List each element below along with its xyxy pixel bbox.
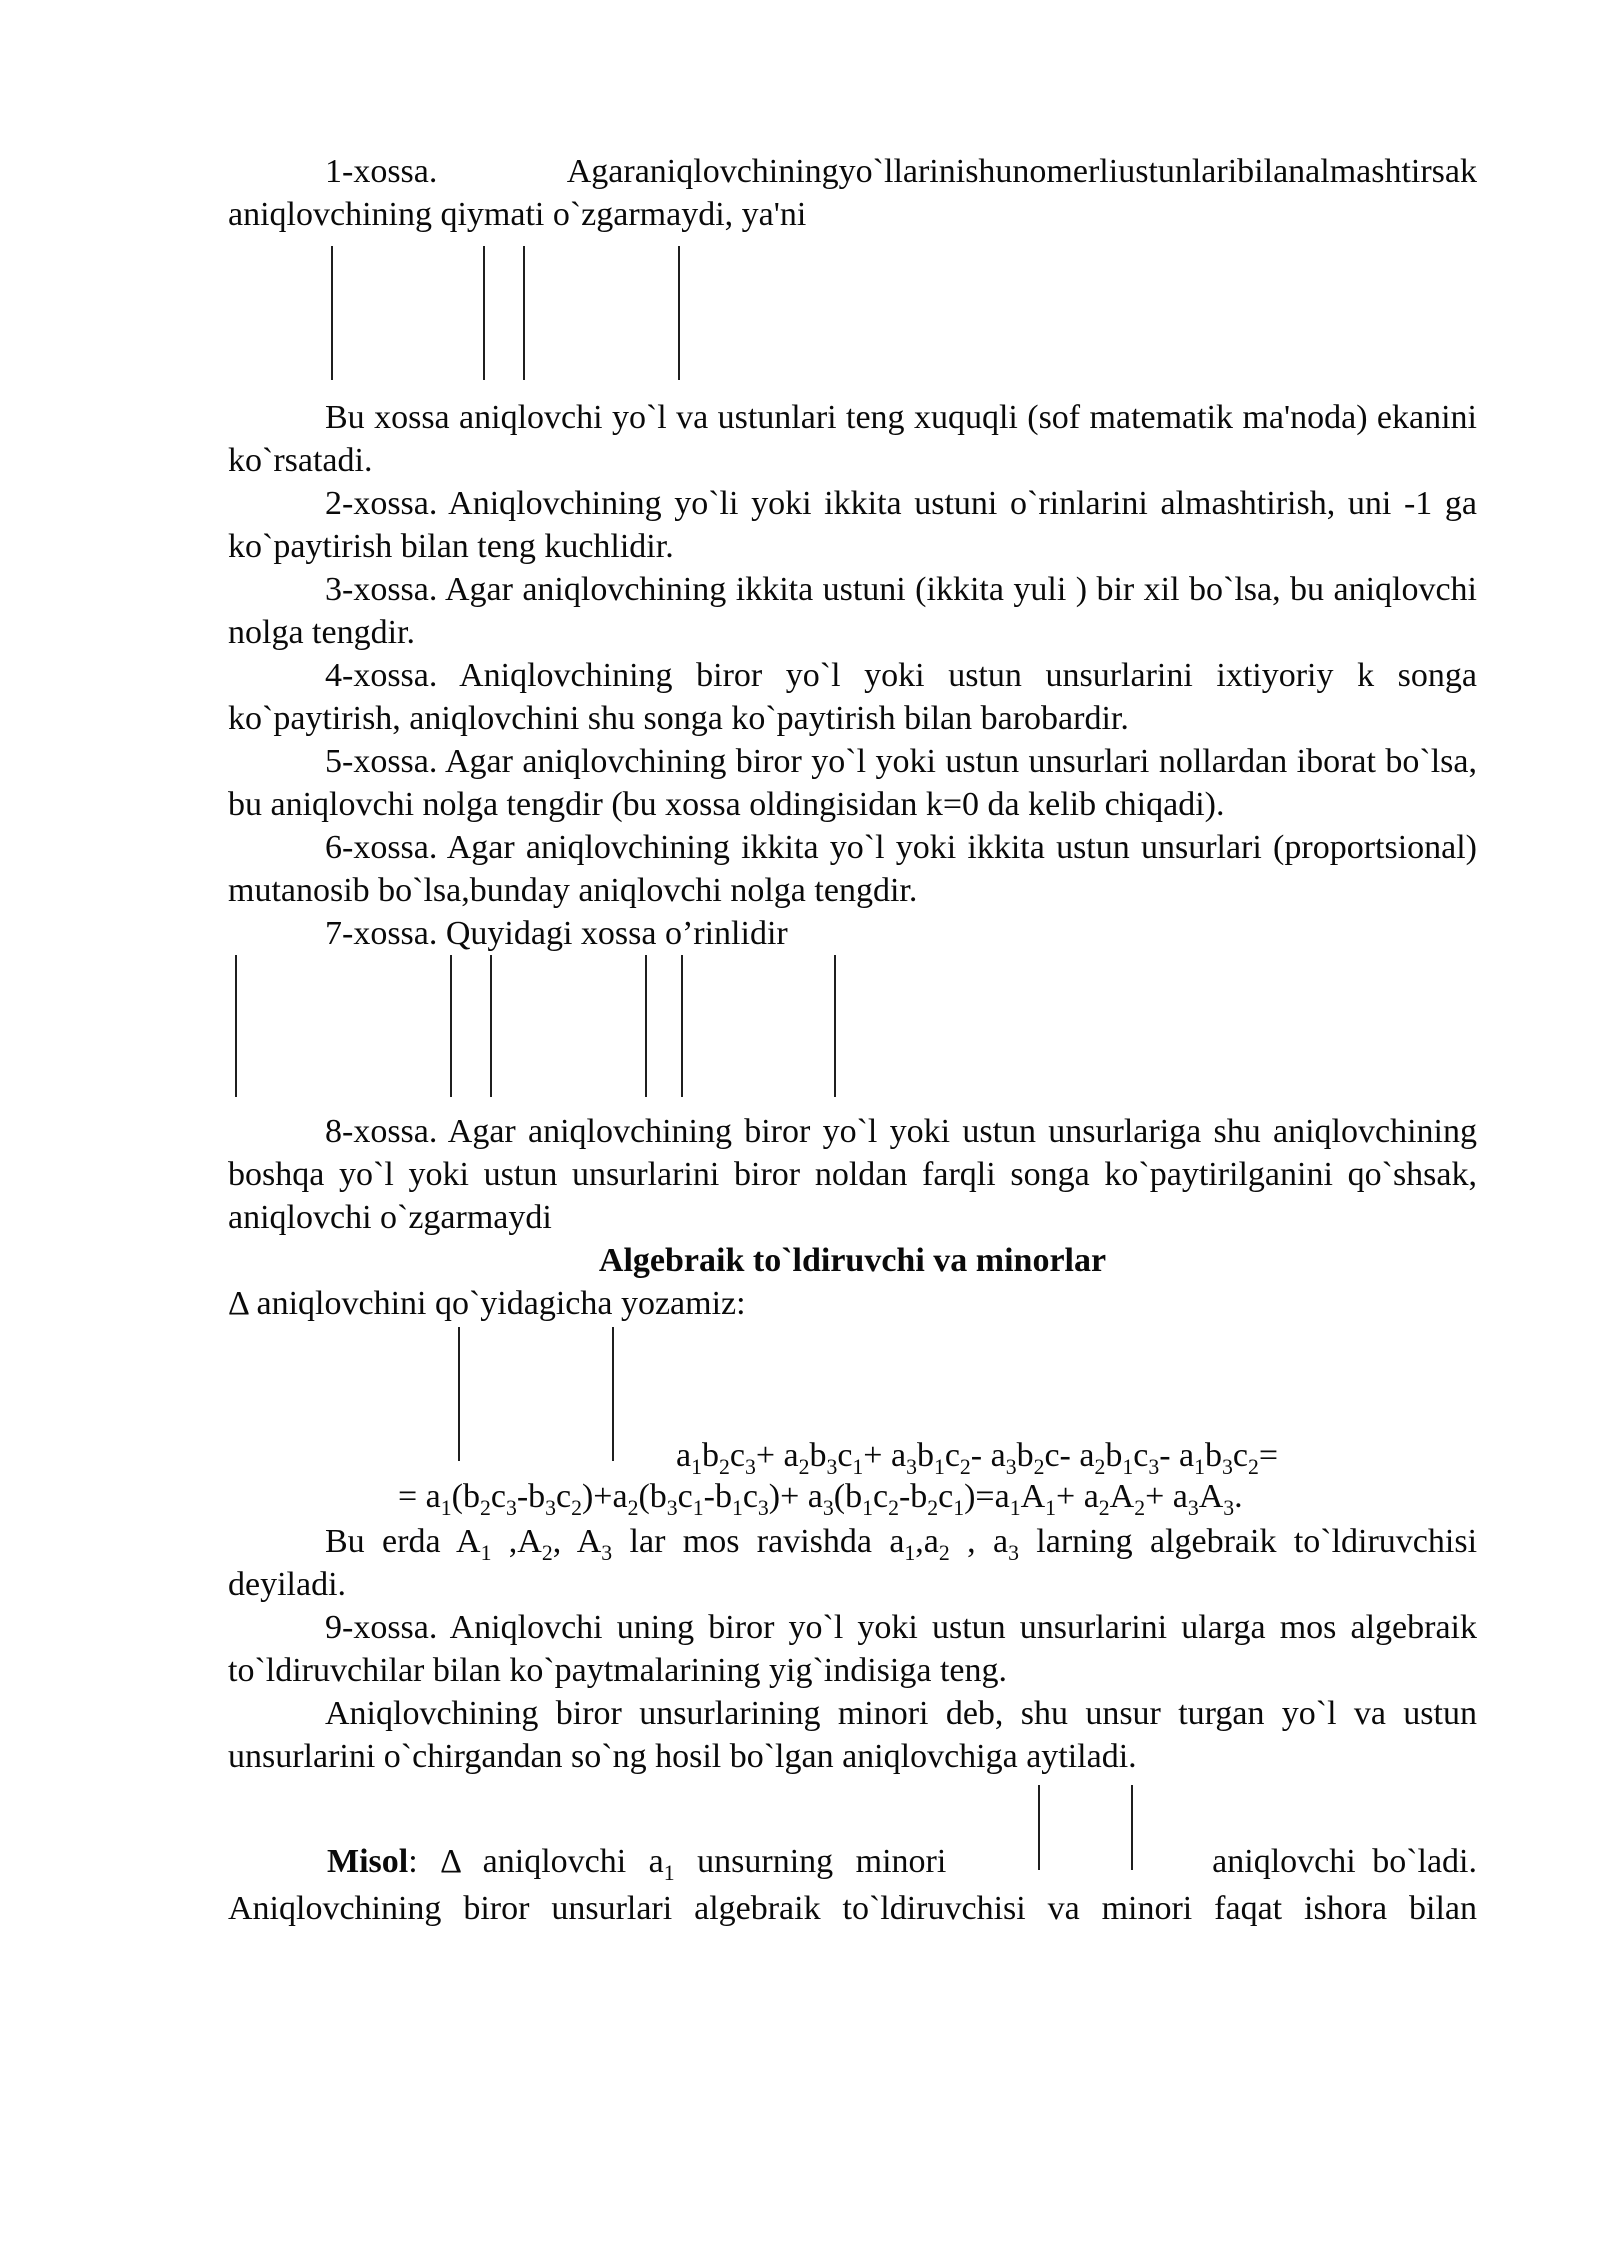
expansion-formula-line-1: $a_1b_2c_3+ a_2b_3c_1+ a_3b_1c_2-$ $a_3b_2c-$ $a_2b_1c_3-$ $a_1b_3c_2=$ <box>676 1437 1279 1479</box>
text-block <box>228 150 1477 1930</box>
determinant-bar <box>458 1327 460 1461</box>
expansion-formula-line-2: = $a_1(b_2c_3-b_3c_2)+a_2(b_3c_1-b_1c_3)+ a_3(b_1c_2-b_2c_1)=a_1A_1+ a_2A_2+ a_3A_3$. <box>398 1478 1243 1520</box>
paragraph-4-xossa: 4-xossa. Aniqlovchining biror yo`l yoki ustun unsurlarini ixtiyoriy k songa ko`paytirish, aniqlovchini shu songa ko`paytirish bilan barobardir. <box>228 657 1477 737</box>
misol-line-left <box>327 1840 946 1883</box>
determinant-bar <box>523 246 525 380</box>
determinant-bars-group-3 <box>228 1325 1477 1520</box>
paragraph-9-xossa: 9-xossa. Aniqlovchi uning biror yo`l yoki ustun unsurlarini ularga mos algebraik to`ldiruvchilar bilan ko`paytmalarining yig`indisiga teng. <box>228 1609 1477 1689</box>
determinant-bar <box>834 955 836 1097</box>
paragraph-5-xossa: 5-xossa. Agar aniqlovchining biror yo`l yoki ustun unsurlari nollardan iborat bo`lsa, bu aniqlovchi nolga tengdir (bu xossa oldingisidan k=0 da kelib chiqadi). <box>228 743 1477 823</box>
paragraph-7-xossa: 7-xossa. Quyidagi xossa o’rinlidir <box>325 915 788 952</box>
determinant-bar <box>235 955 237 1097</box>
determinant-bars-group-2 <box>228 955 1477 1110</box>
misol-label: Misol <box>327 1843 409 1880</box>
section-title: Algebraik to`ldiruvchi va minorlar <box>598 1242 1107 1279</box>
misol-text: : Δ aniqlovchi $a_1$ unsurning minori <box>408 1843 947 1885</box>
determinant-bar <box>678 246 680 380</box>
paragraph-8-xossa: 8-xossa. Agar aniqlovchining biror yo`l yoki ustun unsurlariga shu aniqlovchining boshqa yo`l yoki ustun unsurlarini biror noldan farqli songa ko`paytirilganini qo`shsak, aniqlovchi o`zgarmaydi <box>228 1113 1477 1236</box>
paragraph-2-xossa: 2-xossa. Aniqlovchining yo`li yoki ikkita ustuni o`rinlarini almashtirish, uni -1 ga ko`paytirish bilan teng kuchlidir. <box>228 485 1477 565</box>
paragraph-3-xossa: 3-xossa. Agar aniqlovchining ikkita ustuni (ikkita yuli ) bir xil bo`lsa, bu aniqlovchi nolga tengdir. <box>228 571 1477 651</box>
determinant-bars-group-1 <box>228 236 1477 396</box>
paragraph-1-xossa: 1-xossa. Agaraniqlovchiningyo`llarinishunomerliustunlaribilanalmashtirsak aniqlovchining qiymati o`zgarmaydi, ya'ni <box>228 153 1477 233</box>
determinant-bar <box>450 955 452 1097</box>
paragraph-bu-erda: Bu erda $A_1$ $,A_2$, $A_3$ lar mos ravishda $a_1,a_2$ , $a_3$ larning algebraik to`ldiruvchisi deyiladi. <box>228 1523 1478 1603</box>
paragraph-bu-xossa: Bu xossa aniqlovchi yo`l va ustunlari teng xuquqli (sof matematik ma'noda) ekanini ko`rsatadi. <box>228 399 1477 479</box>
determinant-bar <box>645 955 647 1097</box>
paragraph-minor-definition: Aniqlovchining biror unsurlarining minori deb, shu unsur turgan yo`l va ustun unsurlarini o`chirgandan so`ng hosil bo`lgan aniqlovchiga aytiladi. <box>228 1695 1477 1775</box>
determinant-bar <box>612 1327 614 1461</box>
determinant-bar <box>1038 1785 1040 1870</box>
determinant-bar <box>681 955 683 1097</box>
paragraph-continuation: Aniqlovchining biror unsurlari algebraik to`ldiruvchisi va minori faqat ishora bilan <box>228 1890 1477 1927</box>
determinant-bars-group-4 <box>228 1778 1477 1887</box>
determinant-bar <box>1131 1785 1133 1870</box>
determinant-bar <box>490 955 492 1097</box>
determinant-bar <box>331 246 333 380</box>
paragraph-delta-intro: Δ aniqlovchini qo`yidagicha yozamiz: <box>228 1285 746 1322</box>
determinant-bar <box>483 246 485 380</box>
paragraph-6-xossa: 6-xossa. Agar aniqlovchining ikkita yo`l yoki ikkita ustun unsurlari (proportsional) mutanosib bo`lsa,bunday aniqlovchi nolga tengdir. <box>228 829 1477 909</box>
misol-line-right: aniqlovchi bo`ladi. <box>1212 1843 1477 1880</box>
